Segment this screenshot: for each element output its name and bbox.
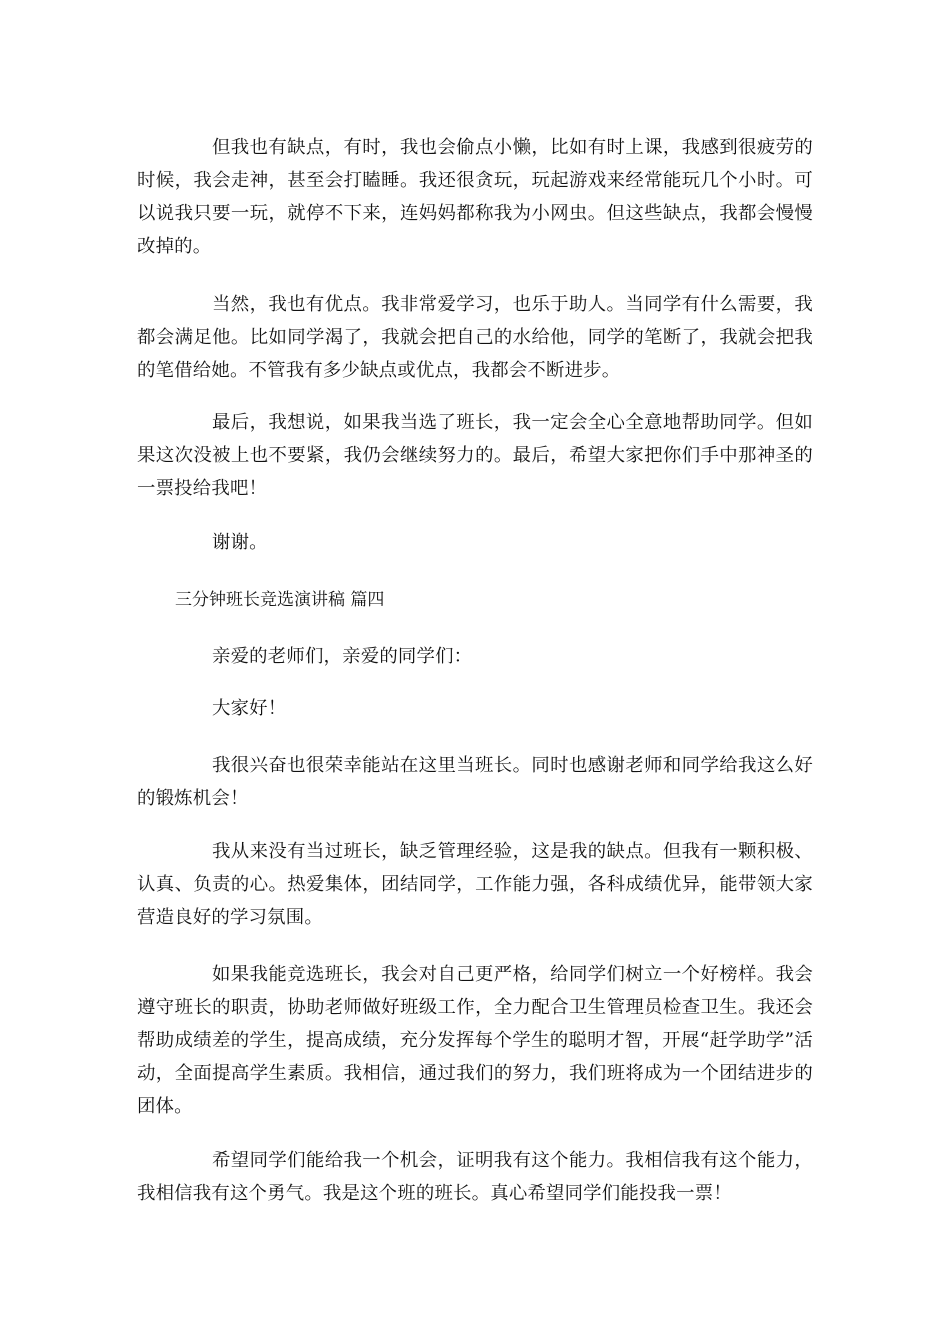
speech-paragraph-appeal: 希望同学们能给我一个机会，证明我有这个能力。我相信我有这个能力，我相信我有这个勇气。我是这个班的班长。真心希望同学们能投我一票！ xyxy=(137,1150,813,1204)
paragraph-shortcomings: 但我也有缺点，有时，我也会偷点小懒，比如有时上课，我感到很疲劳的时候，我会走神，甚至会打瞌睡。我还很贪玩，玩起游戏来经常能玩几个小时。可以说我只要一玩，就停不下来，连妈妈都称我为小网虫。但这些缺点，我都会慢慢改掉的。 xyxy=(137,137,813,257)
speech-greeting: 大家好！ xyxy=(212,698,287,719)
paragraph-closing: 最后，我想说，如果我当选了班长，我一定会全心全意地帮助同学。但如果这次没被上也不要紧，我仍会继续努力的。最后，希望大家把你们手中那神圣的一票投给我吧！ xyxy=(137,412,813,499)
paragraph-strengths: 当然，我也有优点。我非常爱学习，也乐于助人。当同学有什么需要，我都会满足他。比如同学渴了，我就会把自己的水给他，同学的笔断了，我就会把我的笔借给她。不管我有多少缺点或优点，我都会不断进步。 xyxy=(137,294,813,381)
section-title: 三分钟班长竞选演讲稿 篇四 xyxy=(175,590,385,610)
speech-paragraph-honor: 我很兴奋也很荣幸能站在这里当班长。同时也感谢老师和同学给我这么好的锻炼机会！ xyxy=(137,755,813,809)
speech-paragraph-plans: 如果我能竞选班长，我会对自己更严格，给同学们树立一个好榜样。我会遵守班长的职责，协助老师做好班级工作，全力配合卫生管理员检查卫生。我还会帮助成绩差的学生，提高成绩，充分发挥每个学生的聪明才智，开展“赶学助学”活动，全面提高学生素质。我相信，通过我们的努力，我们班将成为一个团结进步的团体。 xyxy=(137,964,813,1117)
speech-paragraph-experience: 我从来没有当过班长，缺乏管理经验，这是我的缺点。但我有一颗积极、认真、负责的心。热爱集体，团结同学，工作能力强，各科成绩优异，能带领大家营造良好的学习氛围。 xyxy=(137,841,813,928)
speech-salutation: 亲爱的老师们，亲爱的同学们： xyxy=(212,646,473,667)
paragraph-thanks: 谢谢。 xyxy=(212,532,268,553)
